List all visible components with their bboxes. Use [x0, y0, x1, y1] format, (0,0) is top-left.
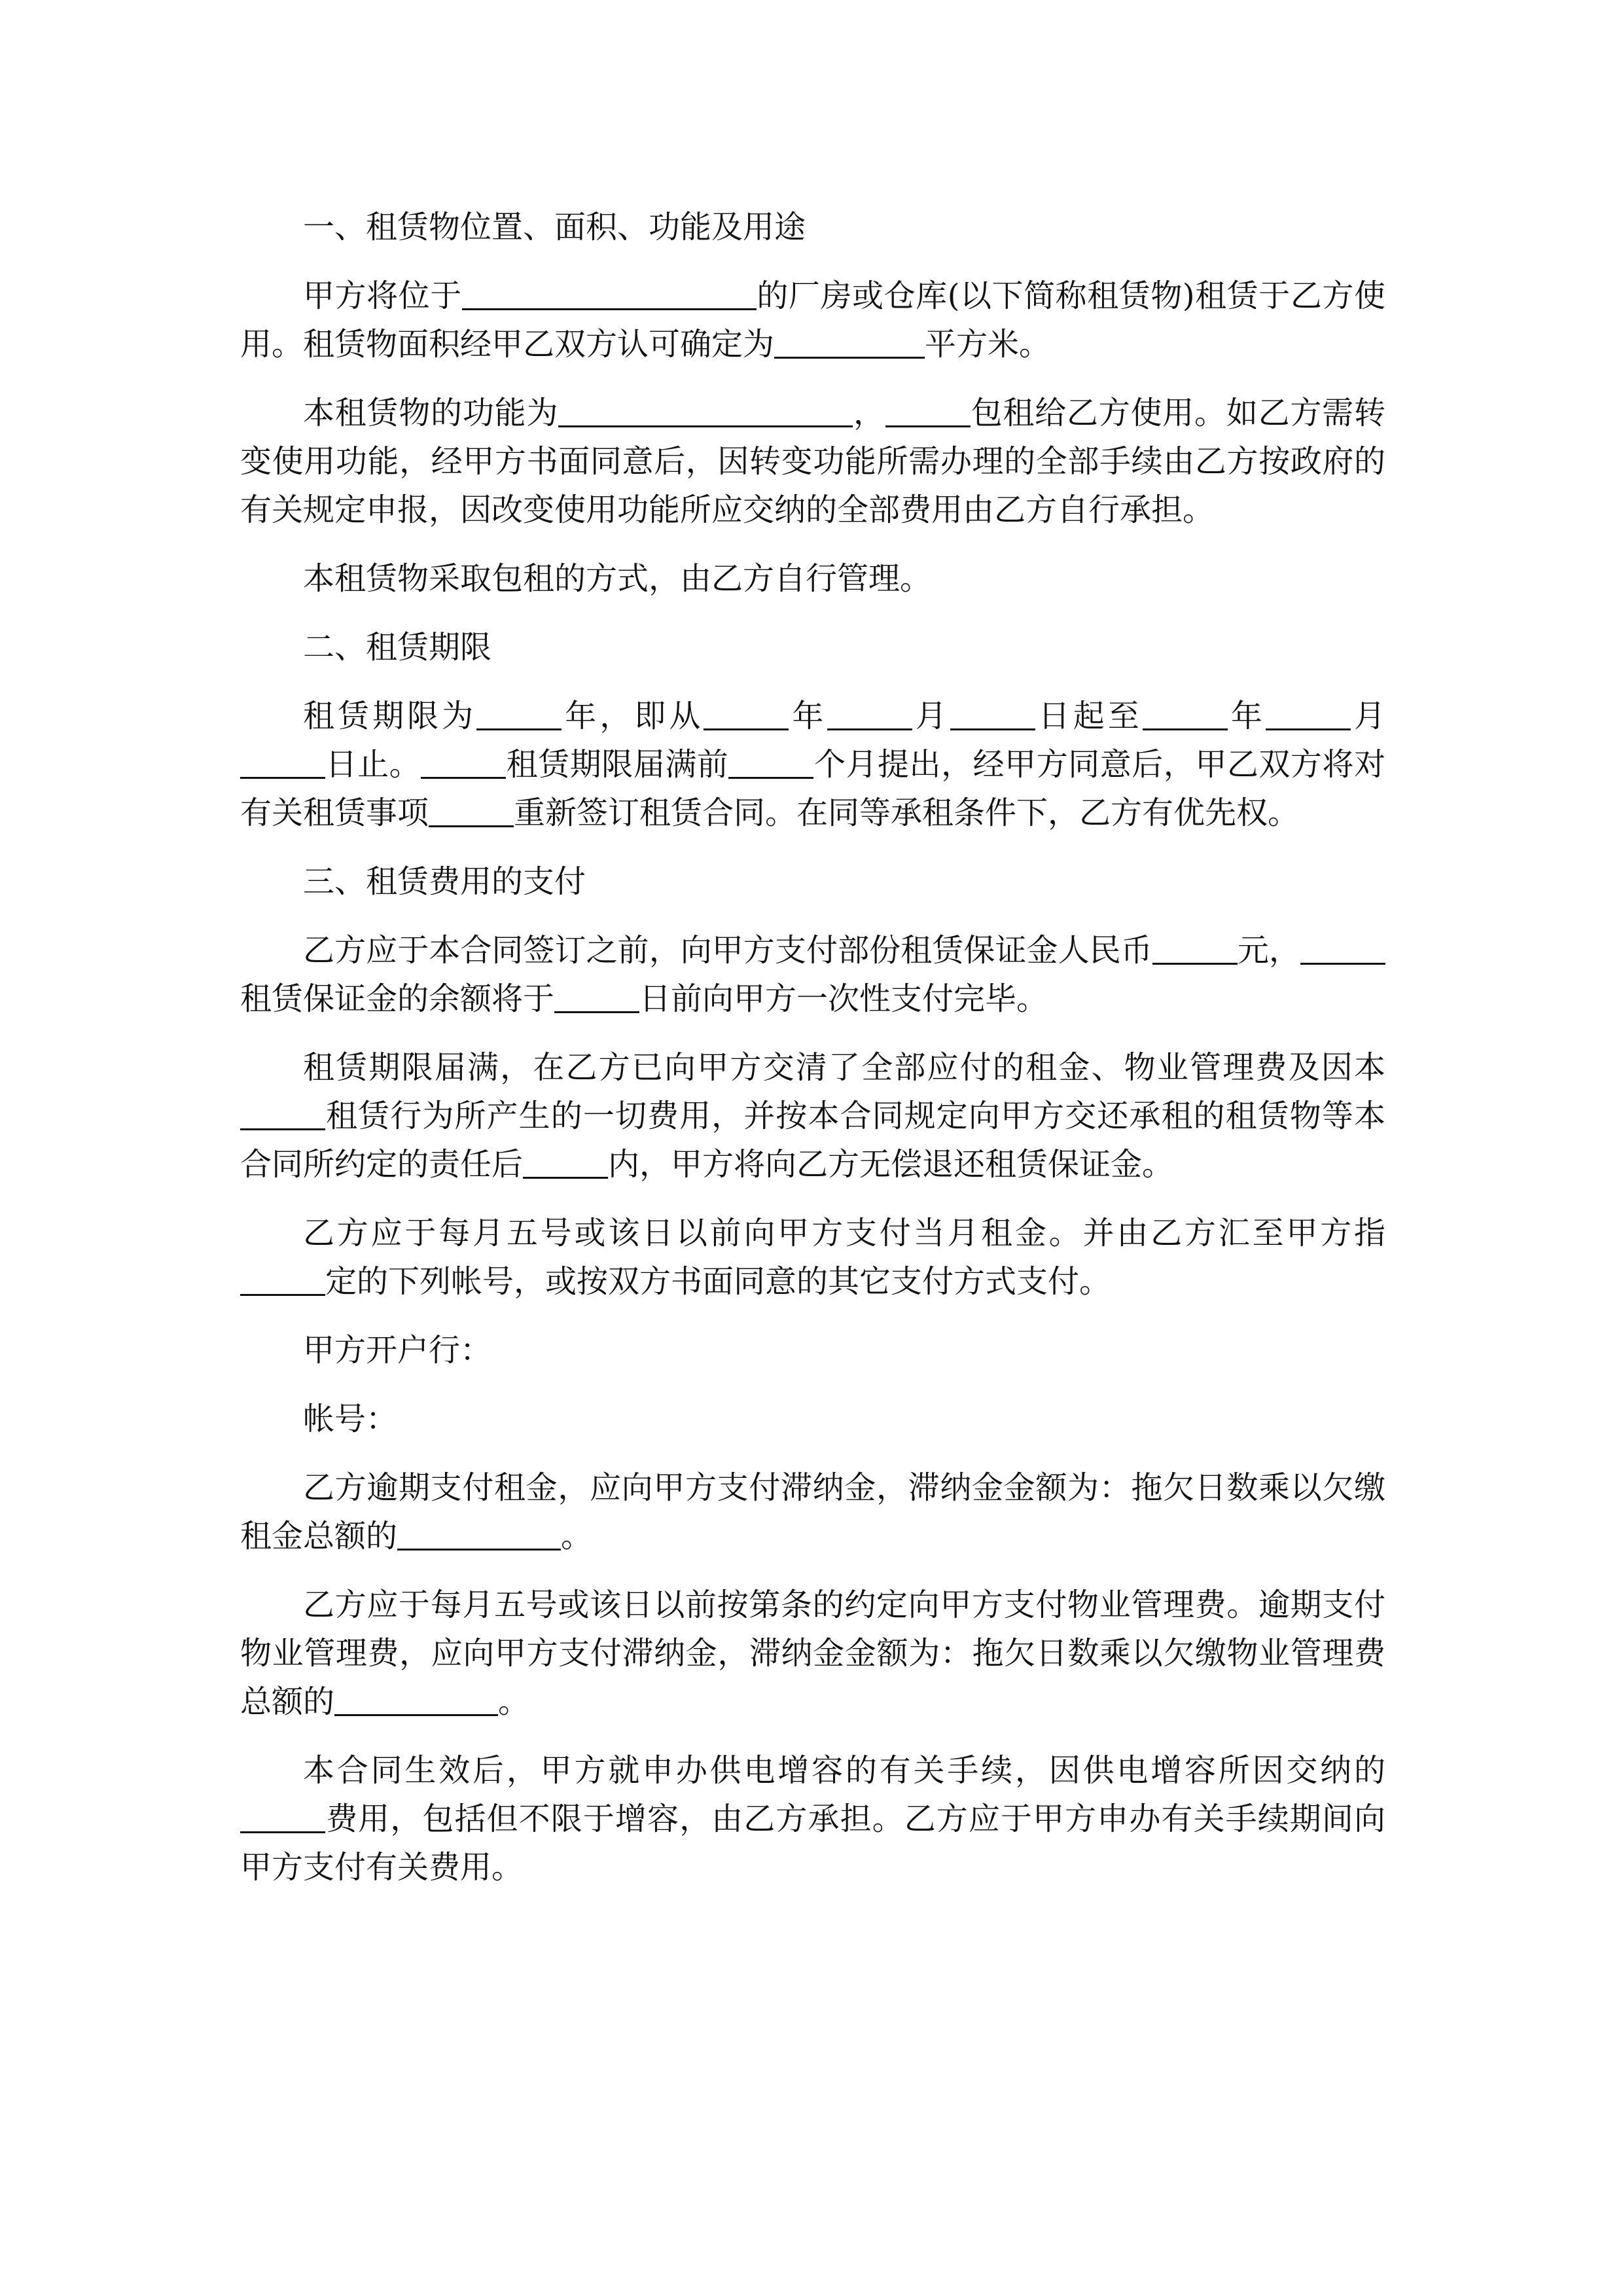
blank-field: [774, 325, 925, 359]
paragraph-account: [240, 1395, 1385, 1443]
text-fragment: 日起至: [1035, 698, 1143, 734]
blank-field: [1300, 931, 1385, 965]
text-fragment: 租赁保证金的余额将于: [240, 980, 555, 1017]
text-fragment: 。: [561, 1518, 593, 1554]
blank-field: [523, 1145, 608, 1179]
blank-field: [397, 1517, 561, 1551]
text-fragment: 年: [789, 698, 827, 734]
text-fragment: 乙方应于每月五号或该日以前按第条的约定向甲方支付物业管理费。逾期支付物业管理费，应向甲方支付滞纳金，滞纳金金额为：拖欠日数乘以欠缴物业管理费总额的: [240, 1587, 1385, 1720]
paragraph-function: [240, 389, 1385, 534]
text-fragment: 甲方将位于: [303, 278, 462, 314]
section-heading-1: 一、租赁物位置、面积、功能及用途: [303, 209, 806, 245]
document-body: [240, 203, 1385, 1912]
paragraph-late-rent: [240, 1463, 1385, 1560]
blank-field: [421, 745, 506, 779]
text-fragment: 年: [1227, 698, 1266, 734]
section-heading-3: 三、租赁费用的支付: [303, 863, 586, 900]
blank-field: [240, 1097, 325, 1130]
paragraph-management: [240, 554, 1385, 603]
text-fragment: 平方米。: [925, 326, 1051, 363]
blank-field: [704, 697, 789, 730]
paragraph-power-capacity: [240, 1746, 1385, 1892]
paragraph-monthly-rent: [240, 1209, 1385, 1306]
text-fragment: 甲方开户行：: [303, 1332, 492, 1369]
text-fragment: 月: [912, 698, 950, 734]
text-fragment: 定的下列帐号，或按双方书面同意的其它支付方式支付。: [325, 1263, 1111, 1300]
text-fragment: 月: [1350, 698, 1385, 734]
text-fragment: 的厂房或仓库(以下简称租赁物)租赁于乙方使用。租赁物面积经甲乙双方认可确定为: [240, 278, 1385, 363]
text-fragment: 重新签订租赁合同。在同等承租条件下，乙方有优先权。: [514, 795, 1300, 831]
blank-field: [827, 697, 912, 730]
text-fragment: 帐号：: [303, 1401, 398, 1437]
text-fragment: 包租给乙方使用。如乙方需转变使用功能，经甲方书面同意后，因转变功能所需办理的全部手续由乙方按政府的有关规定申报，因改变使用功能所应交纳的全部费用由乙方自行承担。: [240, 395, 1385, 528]
section-heading-2: 二、租赁期限: [303, 629, 492, 666]
blank-field: [1143, 697, 1228, 730]
text-fragment: 年，即从: [562, 698, 704, 734]
blank-field: [1266, 697, 1351, 730]
blank-field: [240, 745, 325, 779]
text-fragment: 费用，包括但不限于增容，由乙方承担。乙方应于甲方申办有关手续期间向甲方支付有关费用。: [240, 1801, 1385, 1886]
text-fragment: 元，: [1237, 932, 1300, 969]
text-fragment: 租赁期限届满，在乙方已向甲方交清了全部应付的租金、物业管理费及因本: [303, 1049, 1385, 1086]
text-fragment: 日前向甲方一次性支付完毕。: [639, 980, 1048, 1017]
blank-field: [728, 745, 813, 779]
text-fragment: 内，甲方将向乙方无偿退还租赁保证金。: [608, 1146, 1174, 1183]
paragraph-bank: [240, 1326, 1385, 1374]
blank-field: [1152, 931, 1238, 965]
text-fragment: 日止。: [325, 746, 421, 783]
blank-field: [950, 697, 1035, 730]
text-fragment: 租赁行为所产生的一切费用，并按本合同规定向甲方交还承租的租赁物等本合同所约定的责任后: [240, 1098, 1385, 1183]
text-fragment: 乙方逾期支付租金，应向甲方支付滞纳金，滞纳金金额为：拖欠日数乘以欠缴租金总额的: [240, 1469, 1385, 1554]
text-fragment: 乙方应于本合同签订之前，向甲方支付部份租赁保证金人民币: [303, 932, 1152, 969]
blank-field: [429, 794, 514, 827]
text-fragment: 。: [498, 1683, 530, 1720]
paragraph-property-fee: [240, 1581, 1385, 1726]
blank-field: [554, 980, 639, 1013]
text-fragment: 本租赁物采取包租的方式，由乙方自行管理。: [303, 560, 932, 597]
paragraph-term: [240, 692, 1385, 837]
paragraph-location: [240, 272, 1385, 368]
text-fragment: 本合同生效后，甲方就申办供电增容的有关手续，因供电增容所因交纳的: [303, 1752, 1385, 1789]
blank-field: [240, 1800, 325, 1833]
blank-field: [558, 394, 853, 427]
blank-field: [462, 277, 757, 310]
paragraph-deposit-refund: [240, 1043, 1385, 1189]
blank-field: [885, 394, 971, 427]
text-fragment: 乙方应于每月五号或该日以前向甲方支付当月租金。并由乙方汇至甲方指: [303, 1215, 1385, 1251]
text-fragment: 个月提出，经甲方同意后，甲乙双方将对有关租赁事项: [240, 746, 1385, 831]
blank-field: [240, 1263, 325, 1296]
text-fragment: ，: [853, 395, 885, 431]
blank-field: [334, 1683, 498, 1716]
blank-field: [476, 697, 562, 730]
text-fragment: 租赁期限为: [303, 698, 477, 734]
paragraph-deposit: [240, 926, 1385, 1023]
text-fragment: 租赁期限届满前: [506, 746, 729, 783]
text-fragment: 本租赁物的功能为: [303, 395, 559, 431]
